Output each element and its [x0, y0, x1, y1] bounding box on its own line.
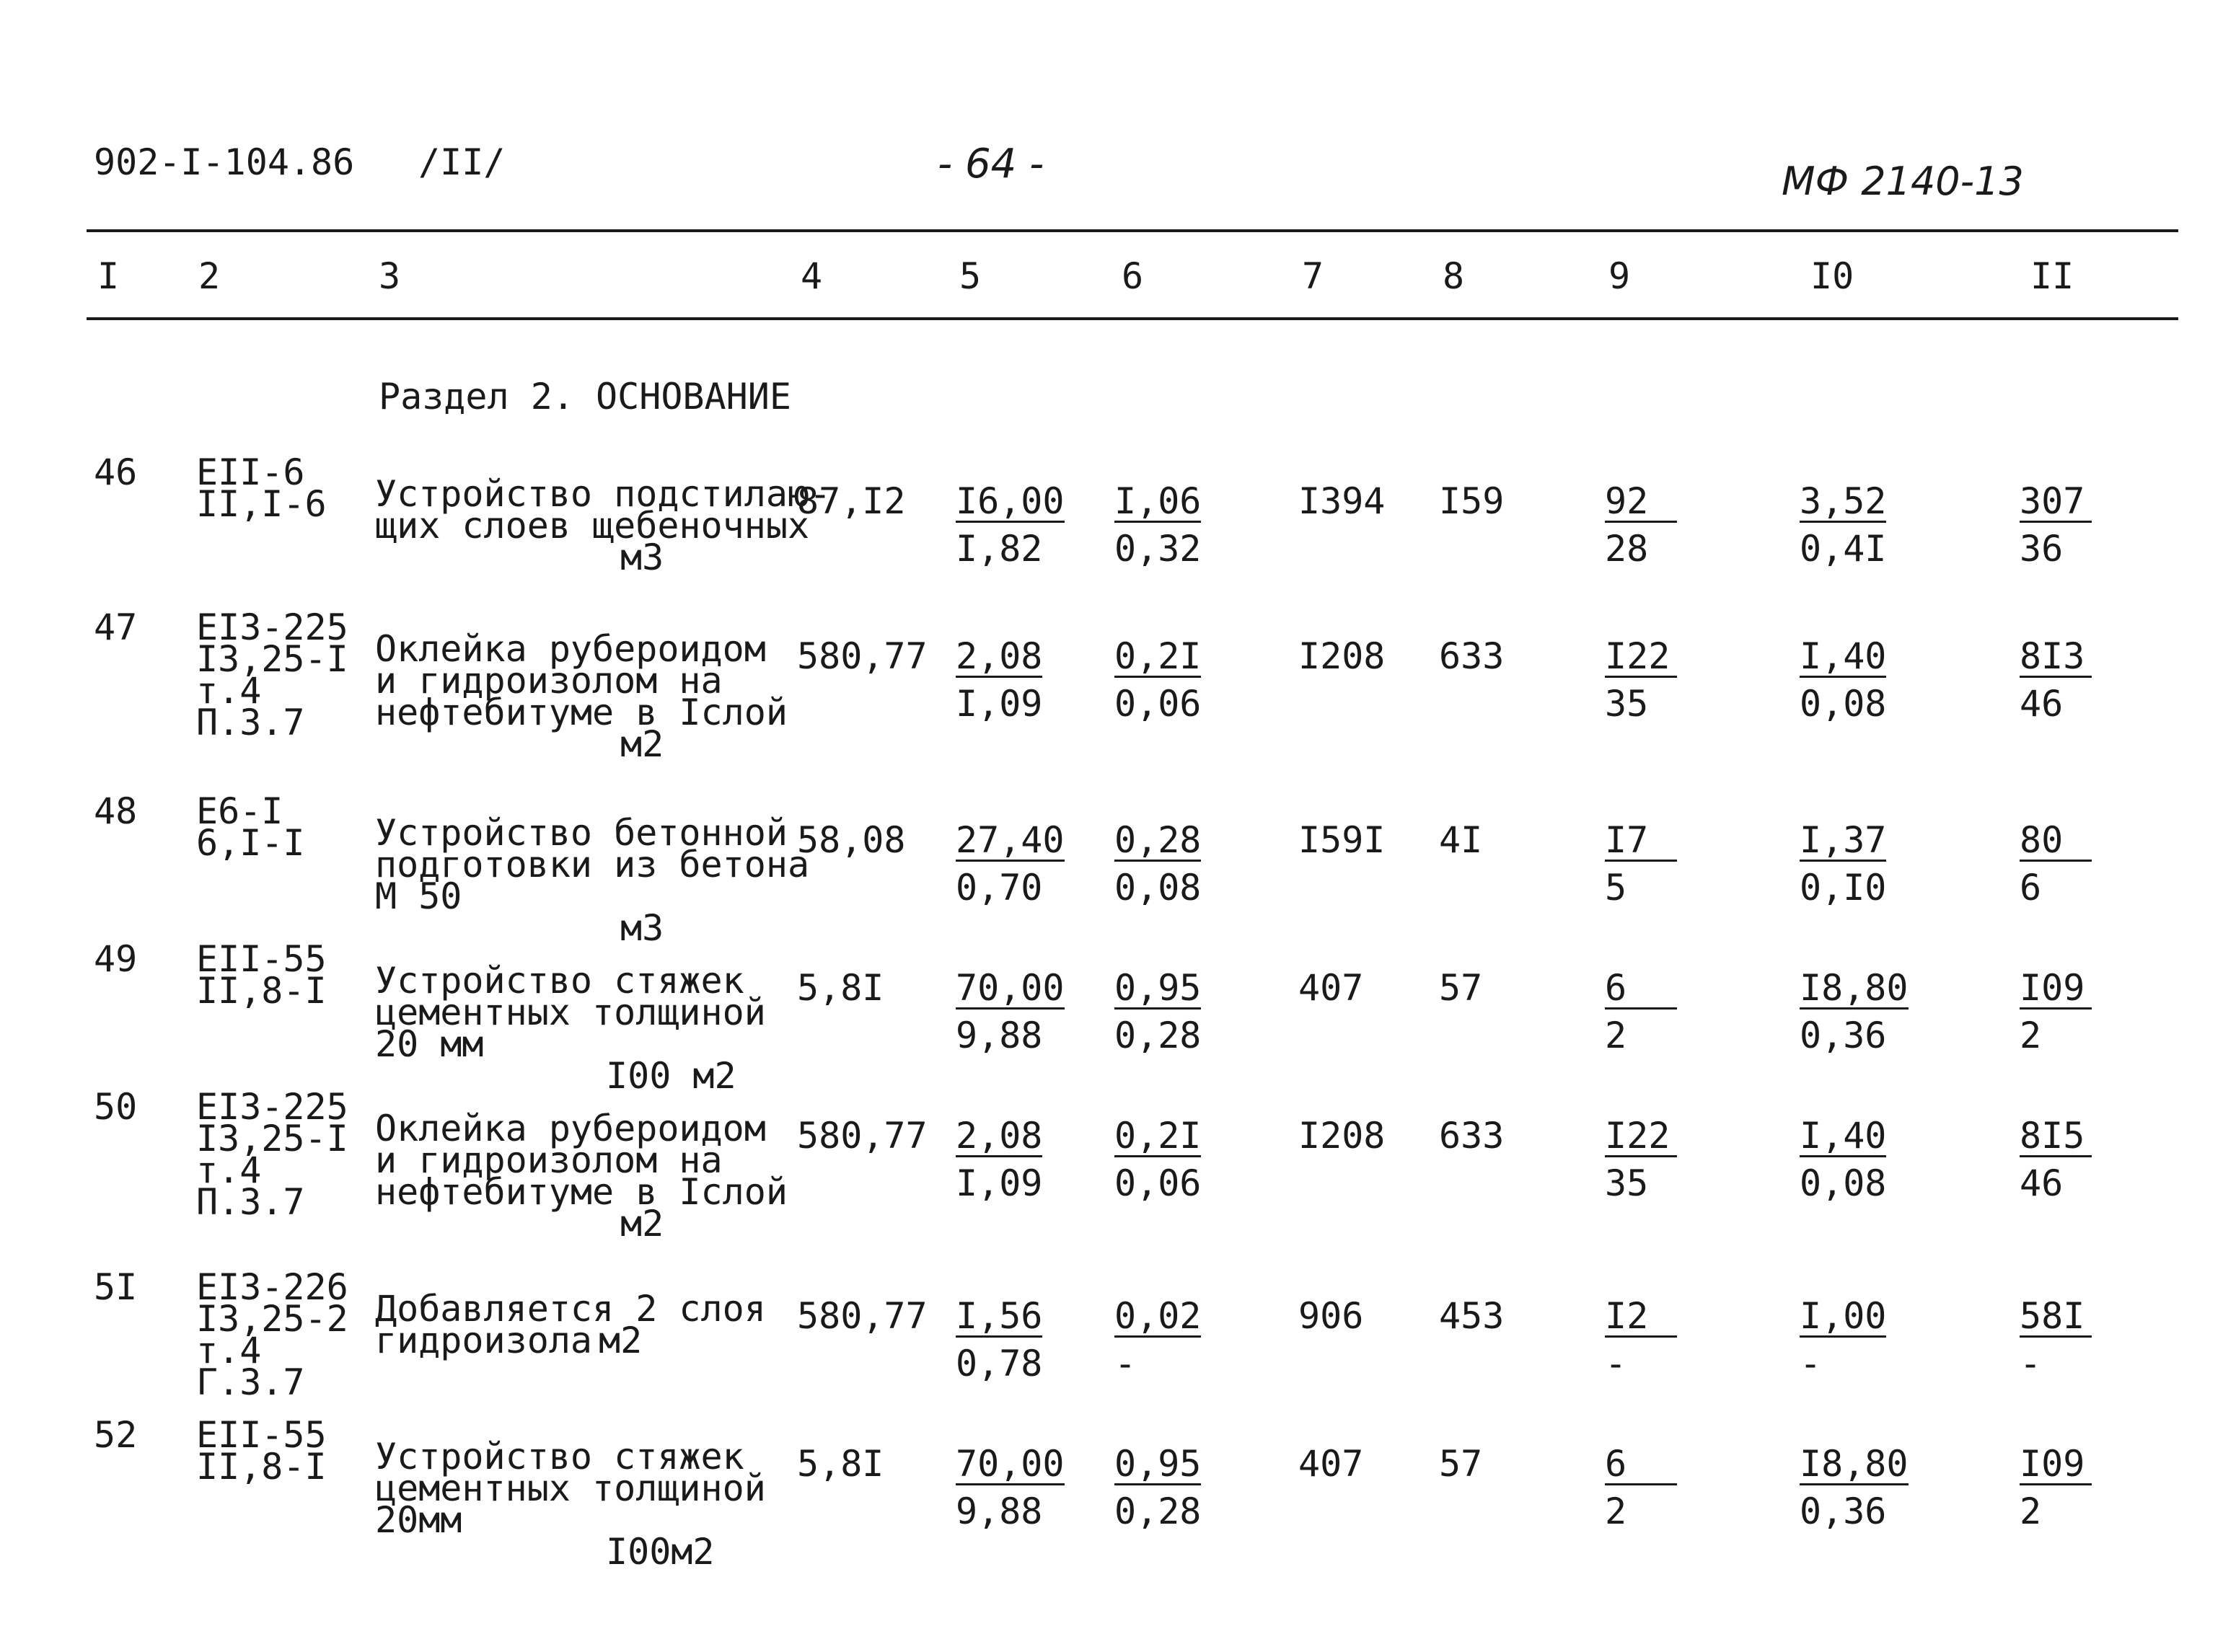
work-description: Устройство стяжек: [375, 960, 744, 1002]
col11-denominator: 46: [2020, 683, 2064, 725]
col9-denominator: 2: [1605, 1015, 1627, 1056]
work-description: цементных толщиной: [375, 1467, 766, 1509]
total-cost: I208: [1298, 1115, 1386, 1157]
rate-code: E6-I: [196, 790, 283, 832]
wage-cost-numerator: [1114, 967, 1202, 1010]
col10-numerator-value: I8,80: [1800, 967, 1909, 1009]
unit-of-measure: м2: [620, 723, 664, 765]
col9-numerator-value: I22: [1605, 1118, 1677, 1157]
page-number: - 64 -: [938, 141, 1044, 187]
quantity: 5,8I: [797, 967, 884, 1009]
col10-numerator-value: 3,52: [1800, 480, 1887, 522]
unit-cost-numerator: [956, 819, 1065, 862]
unit-of-measure: I00м2: [606, 1531, 715, 1573]
wage-cost-numerator: [1114, 1295, 1202, 1338]
col10-numerator: [1800, 819, 1887, 862]
rate-code: 6,I-I: [196, 822, 305, 864]
unit-of-measure: м3: [620, 907, 664, 949]
col10-denominator: 0,08: [1800, 1162, 1887, 1204]
row-number: 48: [94, 790, 138, 832]
total-cost: I208: [1298, 635, 1386, 677]
total-wage: 633: [1439, 1115, 1505, 1157]
wage-cost-numerator: [1114, 480, 1202, 523]
unit-cost-denominator: I,09: [956, 1162, 1043, 1204]
col10-numerator-value: I,37: [1800, 819, 1887, 861]
quantity: 580,77: [797, 1115, 928, 1157]
col9-numerator-value: I22: [1605, 638, 1677, 678]
unit-cost-numerator-value: 2,08: [956, 635, 1043, 677]
unit-of-measure: м2: [599, 1320, 643, 1361]
wage-cost-denominator: 0,08: [1114, 867, 1202, 909]
col11-numerator: [2020, 635, 2092, 678]
rate-code: т.4: [196, 670, 262, 712]
col11-numerator-value: I09: [2020, 1446, 2092, 1485]
unit-cost-numerator: [956, 1295, 1043, 1338]
col11-denominator: 2: [2020, 1490, 2042, 1532]
row-number: 52: [94, 1414, 138, 1456]
wage-cost-denominator: 0,32: [1114, 528, 1202, 570]
unit-of-measure: м3: [620, 536, 664, 578]
col9-numerator: [1605, 819, 1677, 862]
work-description: Добавляется 2 слоя: [375, 1288, 766, 1330]
rate-code: EII-6: [196, 451, 305, 493]
work-description: подготовки из бетона: [375, 844, 810, 885]
row-number: 5I: [94, 1266, 138, 1308]
col11-numerator: [2020, 1443, 2092, 1485]
work-description: щих слоев щебеночных: [375, 505, 810, 547]
wage-cost-numerator-value: 0,2I: [1114, 635, 1202, 677]
col9-numerator: [1605, 635, 1677, 678]
unit-cost-denominator: 0,70: [956, 867, 1043, 909]
col10-numerator-value: I,40: [1800, 1115, 1887, 1157]
col10-denominator: 0,08: [1800, 683, 1887, 725]
total-wage: 57: [1439, 1443, 1483, 1485]
col11-numerator: [2020, 819, 2092, 862]
col9-numerator: [1605, 1295, 1677, 1338]
work-description: нефтебитуме в Iслой: [375, 692, 788, 733]
col-header-4: 4: [801, 255, 823, 297]
col11-numerator-value: 58I: [2020, 1298, 2092, 1338]
unit-cost-numerator-value: I6,00: [956, 480, 1065, 522]
wage-cost-numerator: [1114, 635, 1202, 678]
work-description: 20 мм: [375, 1023, 484, 1065]
rate-code: EII-55: [196, 938, 327, 980]
wage-cost-numerator-value: 0,28: [1114, 819, 1202, 861]
col-header-9: 9: [1608, 255, 1631, 297]
total-wage: 57: [1439, 967, 1483, 1009]
col9-numerator: [1605, 1443, 1677, 1485]
wage-cost-denominator: 0,06: [1114, 1162, 1202, 1204]
col11-numerator: [2020, 1115, 2092, 1157]
document-code: 902-I-104.86: [94, 141, 355, 183]
total-wage: I59: [1439, 480, 1505, 522]
quantity: 5,8I: [797, 1443, 884, 1485]
col11-numerator-value: 307: [2020, 483, 2092, 523]
col11-numerator-value: 8I3: [2020, 638, 2092, 678]
col11-numerator-value: I09: [2020, 970, 2092, 1010]
rate-code: EI3-226: [196, 1266, 348, 1308]
total-cost: 407: [1298, 967, 1364, 1009]
col-header-10: I0: [1810, 255, 1854, 297]
col10-numerator-value: I,40: [1800, 635, 1887, 677]
wage-cost-numerator-value: 0,95: [1114, 967, 1202, 1009]
unit-cost-numerator-value: I,56: [956, 1295, 1043, 1337]
col10-numerator: [1800, 1295, 1887, 1338]
wage-cost-denominator: 0,06: [1114, 683, 1202, 725]
total-wage: 4I: [1439, 819, 1483, 861]
unit-cost-denominator: 0,78: [956, 1343, 1043, 1384]
quantity: 58,08: [797, 819, 906, 861]
col9-denominator: 35: [1605, 683, 1649, 725]
wage-cost-numerator-value: 0,2I: [1114, 1115, 1202, 1157]
wage-cost-numerator: [1114, 1443, 1202, 1485]
wage-cost-denominator: 0,28: [1114, 1490, 1202, 1532]
col-header-6: 6: [1122, 255, 1144, 297]
col9-numerator: [1605, 1115, 1677, 1157]
section-title: Раздел 2. ОСНОВАНИЕ: [379, 376, 791, 418]
rate-code: II,8-I: [196, 1446, 327, 1488]
col11-denominator: -: [2020, 1343, 2042, 1384]
col-header-2: 2: [198, 255, 221, 297]
rate-code: Г.3.7: [196, 1361, 305, 1403]
rate-code: П.3.7: [196, 702, 305, 743]
col-header-11: II: [2030, 255, 2074, 297]
row-number: 49: [94, 938, 138, 980]
archive-stamp: МФ 2140-13: [1782, 159, 2024, 204]
col9-denominator: 2: [1605, 1490, 1627, 1532]
col9-numerator-value: 92: [1605, 483, 1677, 523]
col9-numerator-value: I7: [1605, 822, 1677, 862]
rate-code: EII-55: [196, 1414, 327, 1456]
col-header-1: I: [97, 255, 120, 297]
quantity: 87,I2: [797, 480, 906, 522]
work-description: цементных толщиной: [375, 991, 766, 1033]
rate-code: EI3-225: [196, 606, 348, 648]
col9-denominator: 5: [1605, 867, 1627, 909]
col11-numerator: [2020, 1295, 2092, 1338]
rate-code: т.4: [196, 1330, 262, 1371]
col9-numerator: [1605, 480, 1677, 523]
col10-numerator: [1800, 967, 1909, 1010]
wage-cost-denominator: 0,28: [1114, 1015, 1202, 1056]
col11-denominator: 36: [2020, 528, 2064, 570]
total-cost: I59I: [1298, 819, 1386, 861]
rate-code: т.4: [196, 1149, 262, 1191]
row-number: 46: [94, 451, 138, 493]
unit-cost-numerator: [956, 1443, 1065, 1485]
work-description: М 50: [375, 875, 462, 917]
row-number: 47: [94, 606, 138, 648]
wage-cost-numerator-value: 0,02: [1114, 1295, 1202, 1337]
col11-denominator: 46: [2020, 1162, 2064, 1204]
unit-cost-numerator-value: 2,08: [956, 1115, 1043, 1157]
unit-of-measure: I00 м2: [606, 1055, 736, 1097]
work-description: и гидроизолом на: [375, 660, 723, 702]
unit-cost-numerator-value: 70,00: [956, 967, 1065, 1009]
unit-cost-numerator-value: 27,40: [956, 819, 1065, 861]
total-wage: 453: [1439, 1295, 1505, 1337]
col10-denominator: 0,4I: [1800, 528, 1887, 570]
col11-denominator: 6: [2020, 867, 2042, 909]
col10-numerator-value: I8,80: [1800, 1443, 1909, 1485]
col10-numerator: [1800, 480, 1887, 523]
total-cost: 407: [1298, 1443, 1364, 1485]
col9-numerator-value: I2: [1605, 1298, 1677, 1338]
wage-cost-numerator-value: I,06: [1114, 480, 1202, 522]
wage-cost-numerator: [1114, 1115, 1202, 1157]
work-description: и гидроизолом на: [375, 1139, 723, 1181]
wage-cost-numerator-value: 0,95: [1114, 1443, 1202, 1485]
col10-denominator: 0,36: [1800, 1490, 1887, 1532]
unit-cost-denominator: 9,88: [956, 1490, 1043, 1532]
col-header-7: 7: [1302, 255, 1324, 297]
rate-code: I3,25-I: [196, 1118, 348, 1160]
col9-denominator: 28: [1605, 528, 1649, 570]
rate-code: I3,25-I: [196, 638, 348, 680]
quantity: 580,77: [797, 1295, 928, 1337]
col10-denominator: -: [1800, 1343, 1822, 1384]
col10-numerator: [1800, 635, 1887, 678]
rate-code: II,8-I: [196, 970, 327, 1012]
work-description: гидроизола: [375, 1320, 593, 1361]
col10-numerator-value: I,00: [1800, 1295, 1887, 1337]
work-description: Оклейка рубероидом: [375, 628, 766, 670]
col-header-8: 8: [1443, 255, 1465, 297]
unit-cost-denominator: I,82: [956, 528, 1043, 570]
album-number: /II/: [418, 141, 506, 183]
row-number: 50: [94, 1086, 138, 1128]
col10-denominator: 0,36: [1800, 1015, 1887, 1056]
col-header-5: 5: [959, 255, 982, 297]
work-description: Устройство подстилаю-: [375, 473, 832, 515]
unit-cost-numerator: [956, 967, 1065, 1010]
work-description: Устройство бетонной: [375, 812, 788, 854]
wage-cost-denominator: -: [1114, 1343, 1137, 1384]
col11-numerator-value: 8I5: [2020, 1118, 2092, 1157]
unit-cost-numerator: [956, 635, 1043, 678]
rate-code: П.3.7: [196, 1181, 305, 1223]
work-description: 20мм: [375, 1499, 462, 1541]
col9-denominator: 35: [1605, 1162, 1649, 1204]
unit-cost-denominator: I,09: [956, 683, 1043, 725]
work-description: нефтебитуме в Iслой: [375, 1171, 788, 1213]
wage-cost-numerator: [1114, 819, 1202, 862]
col11-numerator-value: 80: [2020, 822, 2092, 862]
rate-code: I3,25-2: [196, 1298, 348, 1340]
col9-numerator-value: 6: [1605, 970, 1677, 1010]
col11-numerator: [2020, 967, 2092, 1010]
work-description: Оклейка рубероидом: [375, 1108, 766, 1149]
total-wage: 633: [1439, 635, 1505, 677]
col9-denominator: -: [1605, 1343, 1627, 1384]
unit-of-measure: м2: [620, 1203, 664, 1245]
work-description: Устройство стяжек: [375, 1436, 744, 1477]
unit-cost-numerator: [956, 1115, 1043, 1157]
rate-code: EI3-225: [196, 1086, 348, 1128]
col9-numerator-value: 6: [1605, 1446, 1677, 1485]
col9-numerator: [1605, 967, 1677, 1010]
header-rule: [87, 317, 2178, 320]
col10-numerator: [1800, 1115, 1887, 1157]
unit-cost-numerator-value: 70,00: [956, 1443, 1065, 1485]
col11-numerator: [2020, 480, 2092, 523]
total-cost: 906: [1298, 1295, 1364, 1337]
col10-numerator: [1800, 1443, 1909, 1485]
quantity: 580,77: [797, 635, 928, 677]
unit-cost-numerator: [956, 480, 1065, 523]
col10-denominator: 0,I0: [1800, 867, 1887, 909]
rate-code: II,I-6: [196, 483, 327, 525]
col-header-3: 3: [379, 255, 401, 297]
col11-denominator: 2: [2020, 1015, 2042, 1056]
top-rule: [87, 229, 2178, 232]
total-cost: I394: [1298, 480, 1386, 522]
unit-cost-denominator: 9,88: [956, 1015, 1043, 1056]
